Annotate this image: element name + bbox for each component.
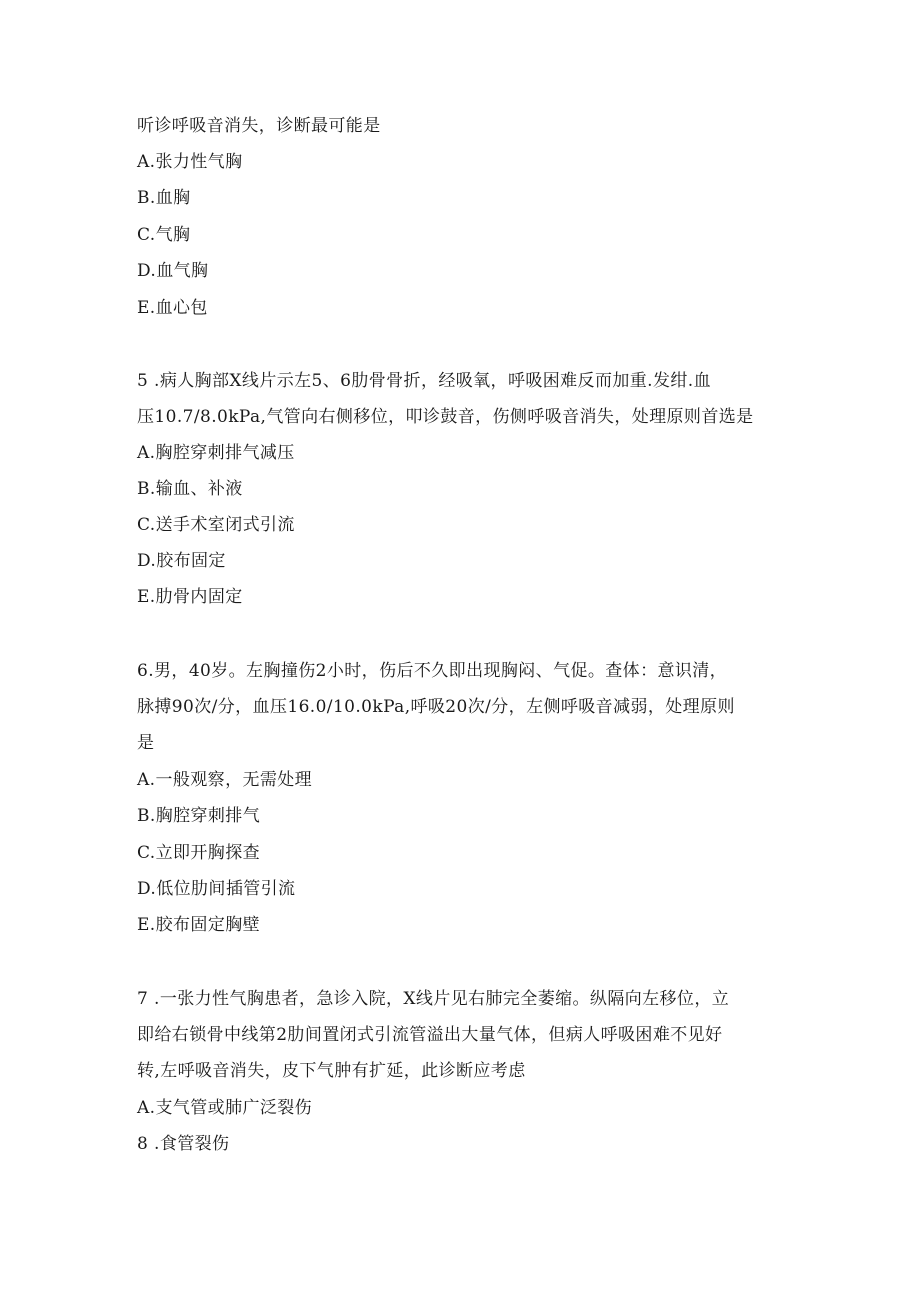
q5-option-e: E.肋骨内固定 — [137, 587, 243, 607]
q7-stem-line-3: 转,左呼吸音消失，皮下气肿有扩延，此诊断应考虑 — [137, 1061, 526, 1081]
q5-stem-line-1: 5 .病人胸部X线片示左5、6肋骨骨折，经吸氧，呼吸困难反而加重.发绀.血 — [137, 371, 711, 391]
q7-option-b: 8 .食管裂伤 — [137, 1134, 230, 1154]
q4-option-a: A.张力性气胸 — [137, 152, 243, 172]
q6-option-a: A.一般观察，无需处理 — [137, 770, 313, 790]
q5-option-a: A.胸腔穿刺排气减压 — [137, 443, 295, 463]
q6-option-b: B.胸腔穿刺排气 — [137, 806, 261, 826]
q4-stem-tail: 听诊呼吸音消失，诊断最可能是 — [137, 116, 381, 136]
q5-option-b: B.输血、补液 — [137, 479, 243, 499]
q4-option-c: C.气胸 — [137, 225, 191, 245]
q5-stem-line-2: 压10.7/8.0kPa,气管向右侧移位，叩诊鼓音，伤侧呼吸音消失，处理原则首选是 — [137, 407, 754, 427]
q5-option-d: D.胶布固定 — [137, 551, 226, 571]
q6-option-c: C.立即开胸探查 — [137, 843, 261, 863]
q6-stem-line-3: 是 — [137, 733, 155, 753]
q7-stem-line-1: 7 .一张力性气胸患者，急诊入院，X线片见右肺完全萎缩。纵隔向左移位，立 — [137, 989, 730, 1009]
q6-option-d: D.低位肋间插管引流 — [137, 879, 296, 899]
q4-option-b: B.血胸 — [137, 188, 191, 208]
q4-option-d: D.血气胸 — [137, 261, 209, 281]
q5-option-c: C.送手术室闭式引流 — [137, 515, 295, 535]
q6-stem-line-2: 脉搏90次/分，血压16.0/10.0kPa,呼吸20次/分，左侧呼吸音减弱，处理原则 — [137, 697, 735, 717]
q7-option-a: A.支气管或肺广泛裂伤 — [137, 1098, 313, 1118]
q6-option-e: E.胶布固定胸壁 — [137, 915, 261, 935]
q7-stem-line-2: 即给右锁骨中线第2肋间置闭式引流管溢出大量气体，但病人呼吸困难不见好 — [137, 1025, 723, 1045]
q6-stem-line-1: 6.男，40岁。左胸撞伤2小时，伤后不久即出现胸闷、气促。查体：意识清， — [137, 661, 728, 681]
q4-option-e: E.血心包 — [137, 298, 208, 318]
